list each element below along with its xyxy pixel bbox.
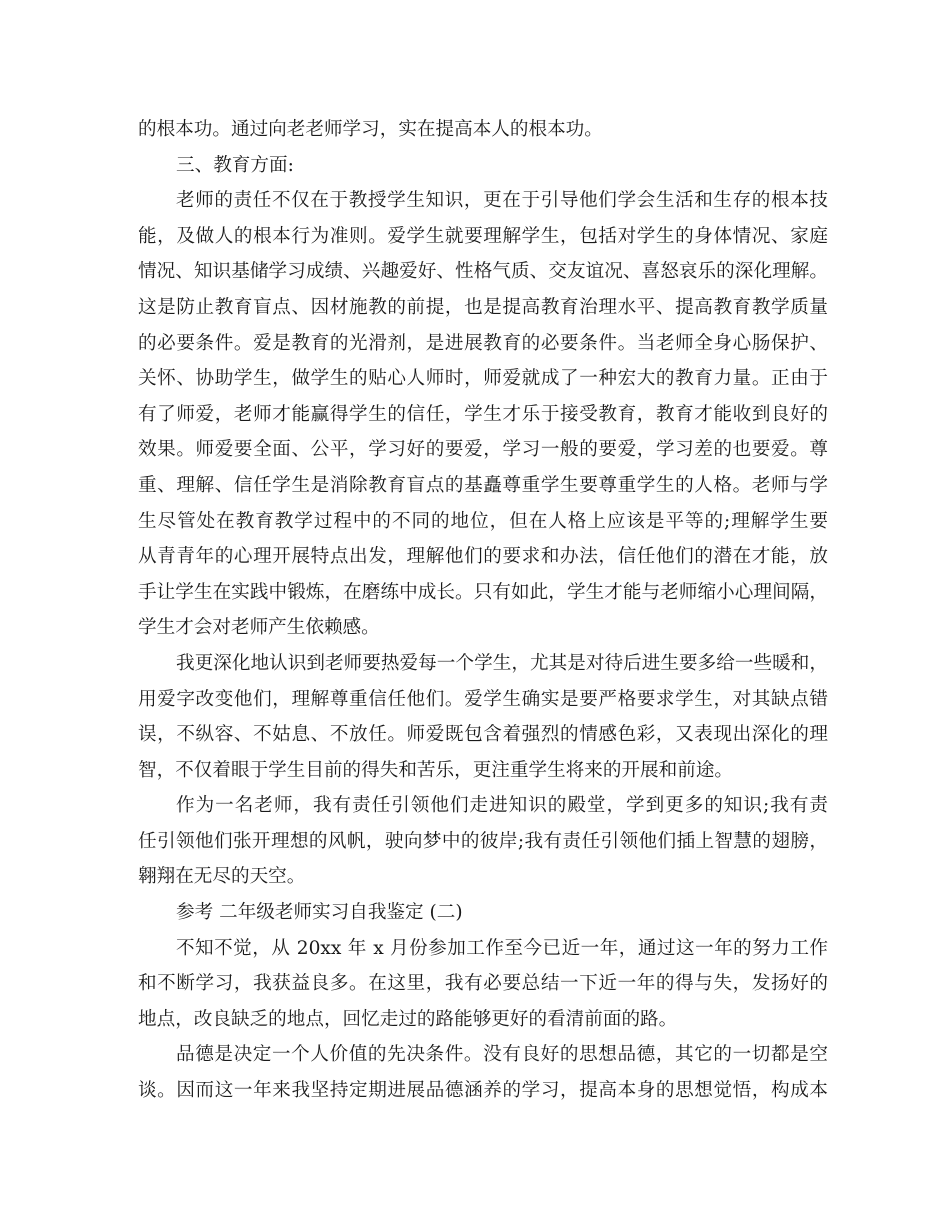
text-line: 这是防止教育盲点、因材施教的前提，也是提高教育治理水平、提高教育教学质量	[138, 296, 828, 318]
text-line: 情况、知识基储学习成绩、兴趣爱好、性格气质、交友谊况、喜怒哀乐的深化理解。	[138, 261, 828, 283]
section-heading: 参考 二年级老师实习自我鉴定 (二)	[176, 902, 463, 924]
text-line: 生尽管处在教育教学过程中的不同的地位，但在人格上应该是平等的;理解学生要	[138, 510, 828, 532]
text-line: 重、理解、信任学生是消除教育盲点的基矗尊重学生要尊重学生的人格。老师与学	[138, 474, 828, 496]
text-line: 有了师爱，老师才能赢得学生的信任，学生才乐于接受教育，教育才能收到良好的	[138, 403, 828, 425]
text-line: 学生才会对老师产生依赖感。	[138, 617, 380, 639]
text-line: 的必要条件。爱是教育的光滑剂，是进展教育的必要条件。当老师全身心肠保护、	[138, 332, 828, 354]
text-line: 效果。师爱要全面、公平，学习好的要爱，学习一般的要爱，学习差的也要爱。尊	[138, 439, 828, 461]
text-line: 手让学生在实践中锻炼，在磨练中成长。只有如此，学生才能与老师缩小心理间隔，	[138, 581, 828, 603]
text-line: 品德是决定一个人价值的先决条件。没有良好的思想品德，其它的一切都是空	[176, 1044, 828, 1066]
text-line: 和不断学习，我获益良多。在这里，我有必要总结一下近一年的得与失，发扬好的	[138, 973, 828, 995]
text-line: 我更深化地认识到老师要热爱每一个学生，尤其是对待后进生要多给一些暖和，	[176, 652, 828, 674]
text-line: 关怀、协助学生，做学生的贴心人师时，师爱就成了一种宏大的教育力量。正由于	[138, 368, 828, 390]
text-line: 不知不觉，从 20xx 年 x 月份参加工作至今已近一年，通过这一年的努力工作	[176, 937, 828, 959]
text-line: 任引领他们张开理想的风帆，驶向梦中的彼岸;我有责任引领他们插上智慧的翅膀，	[138, 830, 828, 852]
text-line: 翱翔在无尽的天空。	[138, 866, 306, 888]
text-line: 的根本功。通过向老老师学习，实在提高本人的根本功。	[138, 119, 603, 140]
text-line: 智，不仅着眼于学生目前的得失和苦乐，更注重学生将来的开展和前途。	[138, 759, 734, 781]
text-line: 地点，改良缺乏的地点，回忆走过的路能够更好的看清前面的路。	[138, 1008, 678, 1030]
text-line: 三、教育方面:	[176, 154, 294, 176]
document-body	[138, 112, 828, 1109]
text-line: 误，不纵容、不姑息、不放任。师爱既包含着强烈的情感色彩，又表现出深化的理	[138, 724, 828, 746]
text-line: 能，及做人的根本行为准则。爱学生就要理解学生，包括对学生的身体情况、家庭	[138, 225, 828, 247]
text-line: 谈。因而这一年来我坚持定期进展品德涵养的学习，提高本身的思想觉悟，构成本	[138, 1080, 828, 1102]
text-line: 从青青年的心理开展特点出发，理解他们的要求和办法，信任他们的潜在才能，放	[138, 546, 828, 568]
text-line: 老师的责任不仅在于教授学生知识，更在于引导他们学会生活和生存的根本技	[176, 190, 828, 212]
text-line: 用爱字改变他们，理解尊重信任他们。爱学生确实是要严格要求学生，对其缺点错	[138, 688, 828, 710]
text-line: 作为一名老师，我有责任引领他们走进知识的殿堂，学到更多的知识;我有责	[176, 795, 828, 817]
